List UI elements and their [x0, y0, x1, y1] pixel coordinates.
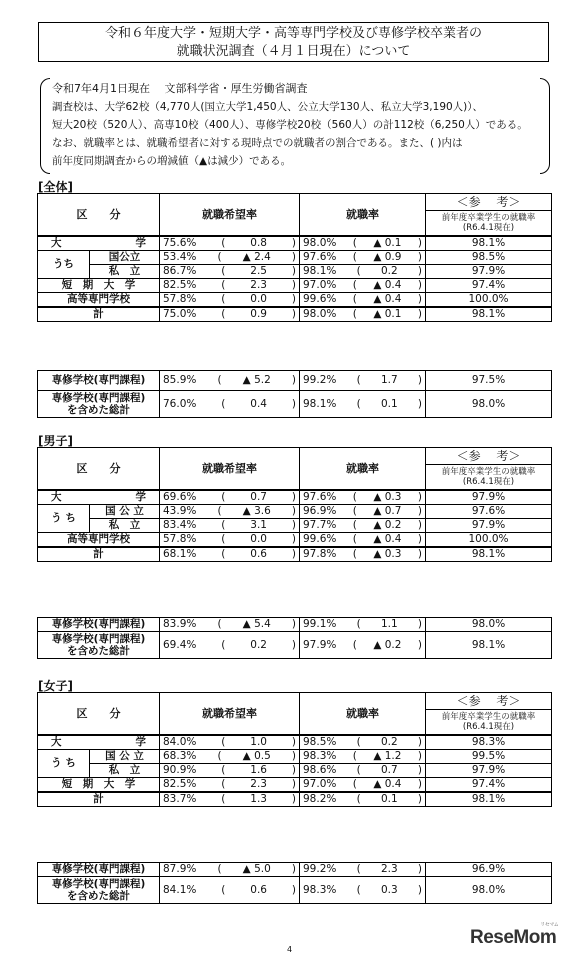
intro-line: 前年度同期調査からの増減値（▲は減少）である。	[52, 155, 292, 167]
section-label-male: [男子]	[38, 434, 73, 448]
intro-note	[40, 78, 550, 176]
table-row: 大 学 69.6% ( 0.7 ) 97.6% ( ▲ 0.3 ) 97.9%	[38, 490, 552, 505]
table-row: 専修学校(専門課程) を含めた総計 84.1% ( 0.6 ) 98.3% ( 0.3 ) 98.0%	[38, 877, 552, 904]
header-employment-rate: 就職率	[300, 194, 426, 237]
table-row: 専修学校(専門課程) を含めた総計 69.4% ( 0.2 ) 97.9% ( ▲ 0.2 ) 98.1%	[38, 632, 552, 659]
bracket-left	[40, 78, 50, 174]
document-title: 令和６年度大学・短期大学・高等専門学校及び専修学校卒業者の 就職状況調査（４月１日現在）について	[38, 22, 549, 62]
header-hope-rate: 就職希望率	[160, 194, 300, 237]
table-row: 専修学校(専門課程) 85.9% ( ▲ 5.2 ) 99.2% ( 1.7 ) 97.5%	[38, 371, 552, 391]
header-reference-sub: 前年度卒業学生の就職率 (R6.4.1現在)	[426, 465, 552, 491]
header-reference-sub: 前年度卒業学生の就職率 (R6.4.1現在)	[426, 211, 552, 237]
header-employment-rate: 就職率	[300, 693, 426, 736]
table-row: 高等専門学校 57.8% ( 0.0 ) 99.6% ( ▲ 0.4 ) 100.0%	[38, 533, 552, 548]
header-hope-rate: 就職希望率	[160, 448, 300, 491]
header-hope-rate: 就職希望率	[160, 693, 300, 736]
header-employment-rate: 就職率	[300, 448, 426, 491]
table-row: 短 期 大 学 82.5% ( 2.3 ) 97.0% ( ▲ 0.4 ) 97.4%	[38, 279, 552, 293]
header-category: 区 分	[38, 194, 160, 237]
header-reference: ＜参 考＞	[426, 693, 552, 710]
table-row: 専修学校(専門課程) 87.9% ( ▲ 5.0 ) 99.2% ( 2.3 ) 96.9%	[38, 863, 552, 877]
table-female	[37, 692, 552, 807]
table-row: 専修学校(専門課程) 83.9% ( ▲ 5.4 ) 99.1% ( 1.1 ) 98.0%	[38, 618, 552, 632]
table-row: 大 学 75.6% ( 0.8 ) 98.0% ( ▲ 0.1 ) 98.1%	[38, 236, 552, 251]
table-row: 高等専門学校 57.8% ( 0.0 ) 99.6% ( ▲ 0.4 ) 100.0%	[38, 293, 552, 308]
header-category: 区 分	[38, 693, 160, 736]
table-female-senshu	[37, 862, 552, 904]
table-row: 専修学校(専門課程) を含めた総計 76.0% ( 0.4 ) 98.1% ( 0.1 ) 98.0%	[38, 391, 552, 418]
header-reference: ＜参 考＞	[426, 448, 552, 465]
table-row: 大 学 84.0% ( 1.0 ) 98.5% ( 0.2 ) 98.3%	[38, 735, 552, 750]
table-row-total: 計 83.7% ( 1.3 ) 98.2% ( 0.1 ) 98.1%	[38, 792, 552, 807]
table-row-total: 計 75.0% ( 0.9 ) 98.0% ( ▲ 0.1 ) 98.1%	[38, 307, 552, 322]
intro-line: 短大20校（520人）、高専10校（400人）、専修学校20校（560人）の計112校（6,250人）である。	[52, 119, 528, 131]
table-row: う ち 国 公 立 43.9% ( ▲ 3.6 ) 96.9% ( ▲ 0.7 ) 97.6%	[38, 505, 552, 519]
table-male-senshu	[37, 617, 552, 659]
section-label-all: [全体]	[38, 180, 73, 194]
table-row-total: 計 68.1% ( 0.6 ) 97.8% ( ▲ 0.3 ) 98.1%	[38, 547, 552, 562]
header-category: 区 分	[38, 448, 160, 491]
table-all	[37, 193, 552, 322]
header-reference: ＜参 考＞	[426, 194, 552, 211]
table-row: 私 立 86.7% ( 2.5 ) 98.1% ( 0.2 ) 97.9%	[38, 265, 552, 279]
resemom-logo: ReseMom リセマム	[470, 922, 559, 948]
table-row: 私 立 83.4% ( 3.1 ) 97.7% ( ▲ 0.2 ) 97.9%	[38, 519, 552, 533]
header-reference-sub: 前年度卒業学生の就職率 (R6.4.1現在)	[426, 710, 552, 736]
section-label-female: [女子]	[38, 679, 73, 693]
table-row: 短 期 大 学 82.5% ( 2.3 ) 97.0% ( ▲ 0.4 ) 97.4%	[38, 778, 552, 793]
survey-date: 令和7年4月1日現在 文部科学省・厚生労働省調査	[52, 82, 308, 95]
table-row: 私 立 90.9% ( 1.6 ) 98.6% ( 0.7 ) 97.9%	[38, 764, 552, 778]
table-male	[37, 447, 552, 562]
table-all-senshu	[37, 370, 552, 418]
page-number: 4	[287, 945, 293, 954]
table-row: うち 国公立 53.4% ( ▲ 2.4 ) 97.6% ( ▲ 0.9 ) 98.5%	[38, 251, 552, 265]
table-row: う ち 国 公 立 68.3% ( ▲ 0.5 ) 98.3% ( ▲ 1.2 ) 99.5%	[38, 750, 552, 764]
intro-line: 調査校は、大学62校（4,770人(国立大学1,450人、公立大学130人、私立大学3,190人)）、	[52, 101, 484, 113]
bracket-right	[540, 78, 550, 174]
intro-line: なお、就職率とは、就職希望者に対する現時点での就職者の割合である。また、( )内は	[52, 137, 463, 149]
